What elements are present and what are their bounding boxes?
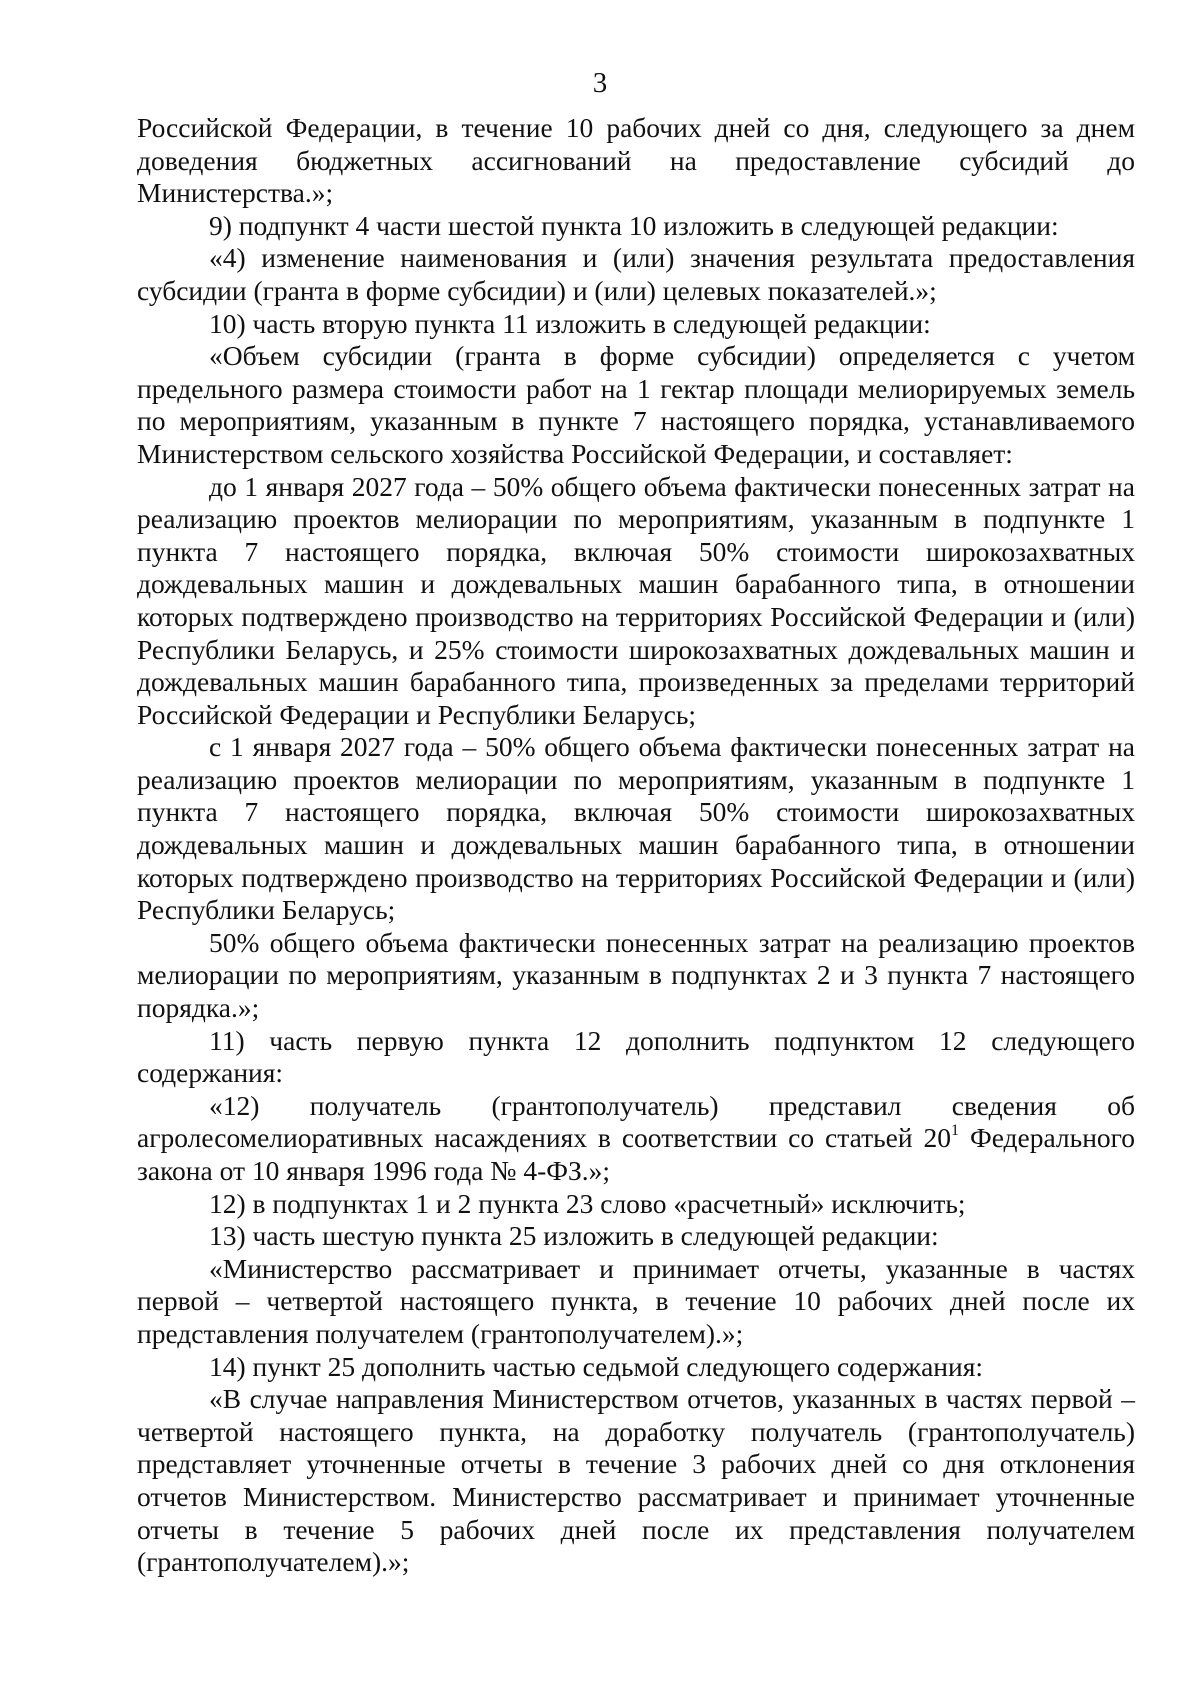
paragraph-from-2027: с 1 января 2027 года – 50% общего объема фактически понесенных затрат на реализацию проектов мелиорации по мероприятиям, указанным в подпункте 1 пункта 7 настоящего порядка, включая 50% стоимости широкозахватных дождевальных машин и дождевальных машин барабанного типа, в отношении которых подтверждено производство на территориях Российской Федерации и (или) Республики Беларусь;: [137, 731, 1135, 926]
paragraph-item-10: 10) часть вторую пункта 11 изложить в следующей редакции:: [209, 307, 931, 339]
paragraph-fifty-percent: 50% общего объема фактически понесенных затрат на реализацию проектов мелиорации по мероприятиям, указанным в подпунктах 2 и 3 пункта 7 настоящего порядка.»;: [137, 926, 1135, 1024]
paragraph-before-2027: до 1 января 2027 года – 50% общего объема фактически понесенных затрат на реализацию проектов мелиорации по мероприятиям, указанным в подпункте 1 пункта 7 настоящего порядка, включая 50% стоимости широкозахватных дождевальных машин и дождевальных машин барабанного типа, в отношении которых подтверждено производство на территориях Российской Федерации и (или) Республики Беларусь, и 25% стоимости широкозахватных дождевальных машин и дождевальных машин барабанного типа, произведенных за пределами территорий Российской Федерации и Республики Беларусь;: [137, 470, 1135, 730]
paragraph-item-9-text: «4) изменение наименования и (или) значения результата предоставления субсидии (гранта в форме субсидии) и (или) целевых показателей.»;: [137, 242, 1135, 306]
paragraph-item-13: 13) часть шестую пункта 25 изложить в следующей редакции:: [209, 1220, 939, 1252]
document-body: [137, 112, 1135, 1579]
paragraph-item-14-text: «В случае направления Министерством отчетов, указанных в частях первой – четвертой настоящего пункта, на доработку получатель (грантополучатель) представляет уточненные отчеты в течение 3 рабочих дней со дня отклонения отчетов Министерством. Министерство рассматривает и принимает уточненные отчеты в течение 5 рабочих дней после их представления получателем (грантополучателем).»;: [137, 1383, 1135, 1578]
article-superscript: 1: [951, 1122, 960, 1140]
paragraph-item-14: 14) пункт 25 дополнить частью седьмой следующего содержания:: [209, 1350, 984, 1382]
paragraph-item-11-text: [137, 1090, 1135, 1188]
paragraph-item-11-text-end: Федерального закона от 10 января 1996 года № 4-ФЗ.»;: [137, 1122, 1136, 1186]
paragraph-item-12: 12) в подпунктах 1 и 2 пункта 23 слово «расчетный» исключить;: [209, 1187, 966, 1219]
paragraph-item-11: 11) часть первую пункта 12 дополнить подпунктом 12 следующего содержания:: [137, 1024, 1135, 1089]
paragraph-item-9: 9) подпункт 4 части шестой пункта 10 изложить в следующей редакции:: [209, 209, 1059, 241]
paragraph-item-11-text-start: «12) получатель (грантополучатель) представил сведения об агролесомелиоративных насаждениях в соответствии со статьей 20: [137, 1089, 1135, 1154]
paragraph-item-10-text: «Объем субсидии (гранта в форме субсидии) определяется с учетом предельного размера стоимости работ на 1 гектар площади мелиорируемых земель по мероприятиям, указанным в пункте 7 настоящего порядка, устанавливаемого Министерством сельского хозяйства Российской Федерации, и составляет:: [137, 340, 1135, 469]
paragraph-item-13-text: «Министерство рассматривает и принимает отчеты, указанные в частях первой – четвертой настоящего пункта, в течение 10 рабочих дней после их представления получателем (грантополучателем).»;: [137, 1252, 1135, 1349]
paragraph-continuation: Российской Федерации, в течение 10 рабочих дней со дня, следующего за днем доведения бюджетных ассигнований на предоставление субсидий до Министерства.»;: [137, 112, 1135, 209]
page-number: 3: [592, 67, 608, 99]
